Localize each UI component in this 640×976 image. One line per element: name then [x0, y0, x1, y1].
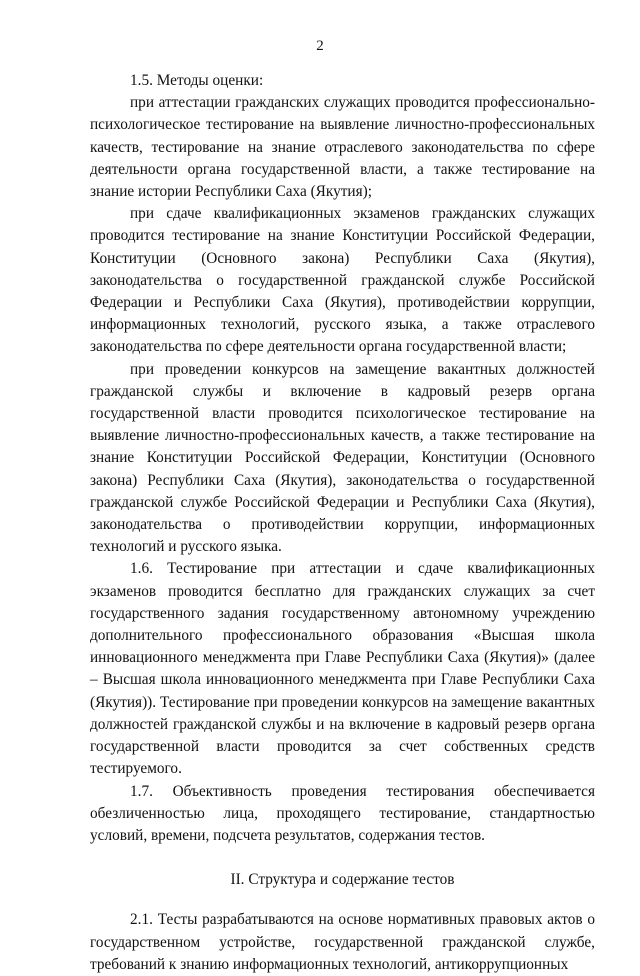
paragraph-1-5-heading: 1.5. Методы оценки:	[130, 72, 264, 89]
paragraph-attestation: при аттестации гражданских служащих проводится профессионально-психологическое тестирование на выявление личностно-профессиональных качеств, тестирование на знание отраслевого законодательства по сфере деятельности органа государственной власти, а также тестирование на знание истории Республики Саха (Якутия);	[90, 94, 595, 201]
section-heading: II. Структура и содержание тестов	[230, 871, 455, 889]
paragraph-1-7: 1.7. Объективность проведения тестирования обеспечивается обезличенностью лица, проходящего тестирование, стандартностью условий, времени, подсчета результатов, содержания тестов.	[90, 782, 595, 844]
paragraph-1-6: 1.6. Тестирование при аттестации и сдаче квалификационных экзаменов проводится бесплатно для гражданских служащих за счет государственного задания государственному автономному учреждению дополнительного профессионального образования «Высшая школа инновационного менеджмента при Главе Республики Саха (Якутия)» (далее – Высшая школа инновационного менеджмента при Главе Республики Саха (Якутия)). Тестирование при проведении конкурсов на замещение вакантных должностей гражданской службы и на включение в кадровый резерв органа государственной власти проводится за счет собственных средств тестируемого.	[90, 560, 595, 778]
paragraph-competitions: при проведении конкурсов на замещение вакантных должностей гражданской службы и включение в кадровый резерв органа государственной власти проводится психологическое тестирование на выявление личностно-профессиональных качеств, а также тестирование на знание Конституции Российской Федерации, Конституции (Основного закона) Республики Саха (Якутия), законодательства о государственной гражданской службе Российской Федерации и Республики Саха (Якутия), законодательства о противодействии коррупции, информационных технологий и русского языка.	[90, 360, 595, 556]
document-body	[90, 70, 595, 976]
paragraph-qualification-exams: при сдаче квалификационных экзаменов гражданских служащих проводится тестирование на знание Конституции Российской Федерации, Конституции (Основного закона) Республики Саха (Якутия), законодательства о государственной гражданской службе Российской Федерации и Республики Саха (Якутия), противодействии коррупции, информационных технологий, русского языка, а также отраслевого законодательства по сфере деятельности органа государственной власти;	[90, 205, 595, 356]
paragraph-2-1: 2.1. Тесты разрабатываются на основе нормативных правовых актов о государственном устройстве, государственной гражданской службе, требований к знанию информационных технологий, антикоррупционных	[90, 911, 595, 973]
page-number: 2	[316, 38, 324, 54]
